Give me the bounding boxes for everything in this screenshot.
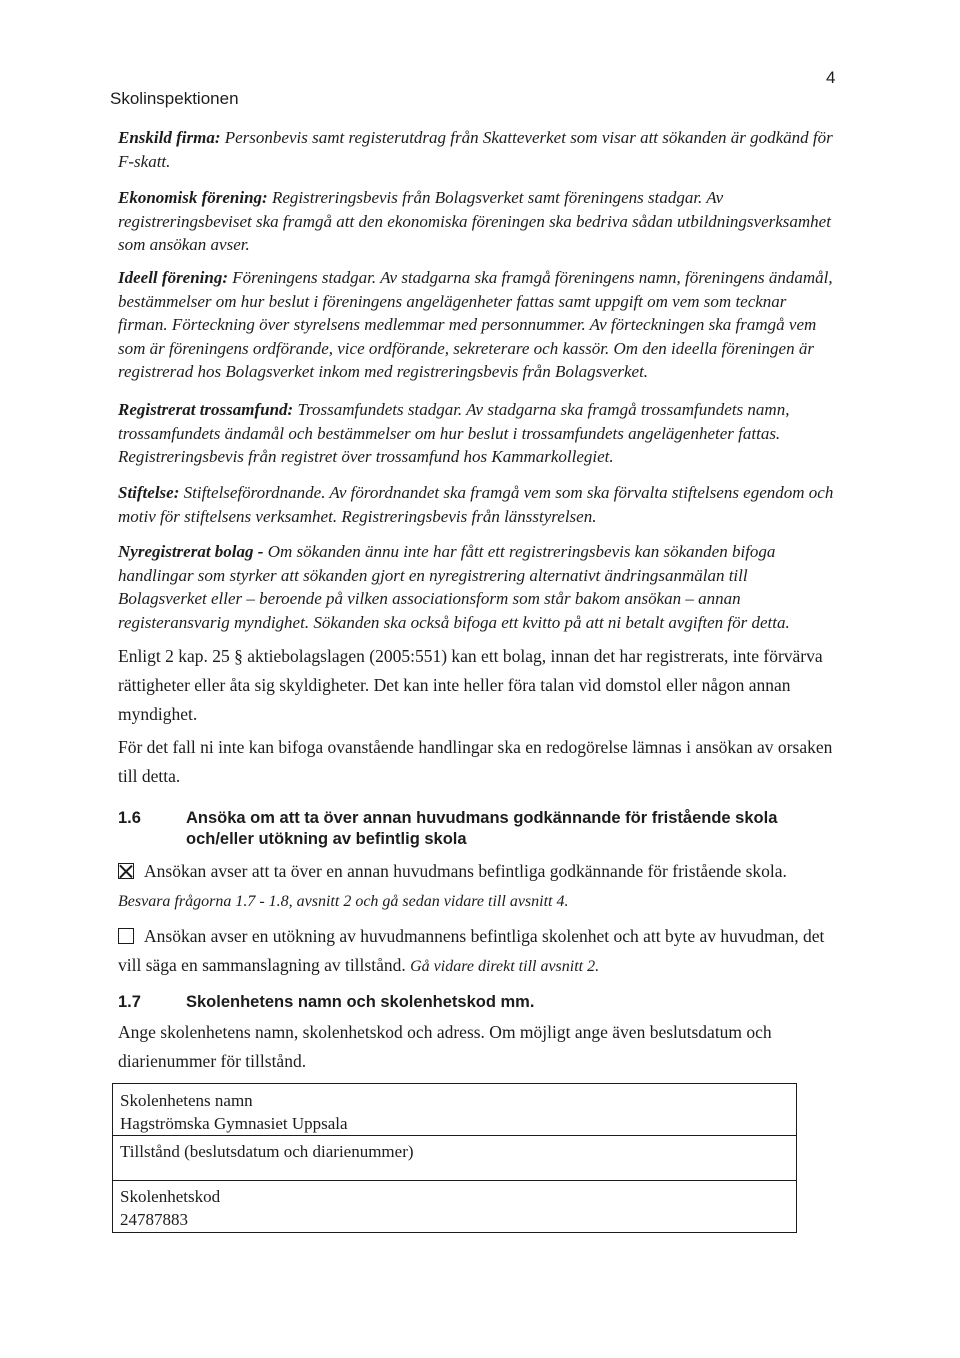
- option-expansion: [118, 922, 838, 981]
- paragraph-nyregistrerat-bolag: [118, 540, 838, 634]
- option-text: Ansökan avser att ta över en annan huvudmans befintliga godkännande för fristående skola.: [144, 861, 787, 881]
- paragraph-text: Stiftelseförordnande. Av förordnandet ska framgå vem som ska förvalta stiftelsens egendom och motiv för stiftelsens verksamhet. Registreringsbevis från länsstyrelsen.: [118, 483, 834, 526]
- paragraph-lead: Enskild firma:: [118, 128, 221, 147]
- paragraph-lead: Ekonomisk förening:: [118, 188, 268, 207]
- option-note: Gå vidare direkt till avsnitt 2.: [410, 958, 600, 975]
- paragraph-stiftelse: [118, 481, 838, 528]
- school-name-label: Skolenhetens namn: [120, 1091, 253, 1110]
- paragraph-ideell-forening: [118, 266, 838, 384]
- paragraph-text: Om sökanden ännu inte har fått ett registreringsbevis kan sökanden bifoga handlingar som styrker att sökanden gjort en nyregistrering alternativt ändringsanmälan till Bolagsverket eller – beroende på vilken associationsform som står bakom ansökan – annan registeransvarig myndighet. Sökanden ska också bifoga ett kvitto på att ni betalt avgiften för detta.: [118, 542, 790, 632]
- section-intro: Ange skolenhetens namn, skolenhetskod och adress. Om möjligt ange även beslutsdatum och diarienummer för tillstånd.: [118, 1022, 772, 1071]
- section-number: 1.6: [118, 809, 141, 827]
- page-number: 4: [826, 68, 836, 87]
- section-title: Ansöka om att ta över annan huvudmans godkännande för fristående skola och/eller utökning av befintlig skola: [186, 809, 778, 848]
- paragraph-lead: Ideell förening:: [118, 268, 229, 287]
- section-number: 1.7: [118, 993, 141, 1011]
- school-name-cell: [113, 1089, 796, 1135]
- option-take-over: [118, 857, 838, 916]
- school-code-cell: [113, 1180, 796, 1231]
- unchecked-checkbox[interactable]: [118, 928, 134, 944]
- body-text-redogorelse: För det fall ni inte kan bifoga ovanstående handlingar ska en redogörelse lämnas i ansökan av orsaken till detta.: [118, 737, 833, 786]
- paragraph-lead: Nyregistrerat bolag -: [118, 542, 264, 561]
- paragraph-lead: Stiftelse:: [118, 483, 180, 502]
- school-info-table: [112, 1083, 797, 1233]
- paragraph-text: Föreningens stadgar. Av stadgarna ska framgå föreningens namn, föreningens ändamål, bestämmelser om hur beslut i föreningens angelägenheter fattas samt uppgift om vem som tecknar firman. Förteckning över styrelsens medlemmar med personnummer. Av förteckningen ska framgå vem som är föreningens ordförande, vice ordförande, sekreterare och kassör. Om den ideella föreningen är registrerad hos Bolagsverket inkom med registreringsbevis från Bolagsverket.: [118, 268, 833, 381]
- school-name-value[interactable]: Hagströmska Gymnasiet Uppsala: [120, 1114, 348, 1133]
- organization-name: Skolinspektionen: [110, 89, 239, 108]
- paragraph-text: Personbevis samt registerutdrag från Skatteverket som visar att sökanden är godkänd för F-skatt.: [118, 128, 833, 171]
- paragraph-text: Trossamfundets stadgar. Av stadgarna ska framgå trossamfundets namn, trossamfundets ändamål och bestämmelser om hur beslut i trossamfundets angelägenheter fattas. Registreringsbevis från registret över trossamfund hos Kammarkollegiet.: [118, 400, 790, 466]
- option-text: Ansökan avser en utökning av huvudmannens befintliga skolenhet och att byte av huvudman, det vill säga en sammanslagning av tillstånd.: [118, 926, 825, 975]
- checked-checkbox[interactable]: [118, 863, 134, 879]
- paragraph-lead: Registrerat trossamfund:: [118, 400, 294, 419]
- body-text-aktiebolagslagen: Enligt 2 kap. 25 § aktiebolagslagen (2005:551) kan ett bolag, innan det har registrerats, inte förvärva rättigheter eller åta sig skyldigheter. Det kan inte heller föra talan vid domstol eller någon annan myndighet.: [118, 646, 823, 724]
- paragraph-registrerat-trossamfund: [118, 398, 838, 469]
- paragraph-enskild-firma: [118, 126, 838, 173]
- section-title: Skolenhetens namn och skolenhetskod mm.: [186, 993, 535, 1011]
- permit-cell: [113, 1135, 796, 1163]
- school-code-value[interactable]: 24787883: [120, 1210, 188, 1229]
- paragraph-ekonomisk-forening: [118, 186, 838, 257]
- option-note: Besvara frågorna 1.7 - 1.8, avsnitt 2 och gå sedan vidare till avsnitt 4.: [118, 893, 569, 910]
- school-code-label: Skolenhetskod: [120, 1187, 221, 1206]
- permit-label: Tillstånd (beslutsdatum och diarienummer): [120, 1142, 414, 1161]
- paragraph-text: Registreringsbevis från Bolagsverket samt föreningens stadgar. Av registreringsbeviset ska framgå att den ekonomiska föreningen ska bedriva sådan utbildningsverksamhet som ansökan avser.: [118, 188, 831, 254]
